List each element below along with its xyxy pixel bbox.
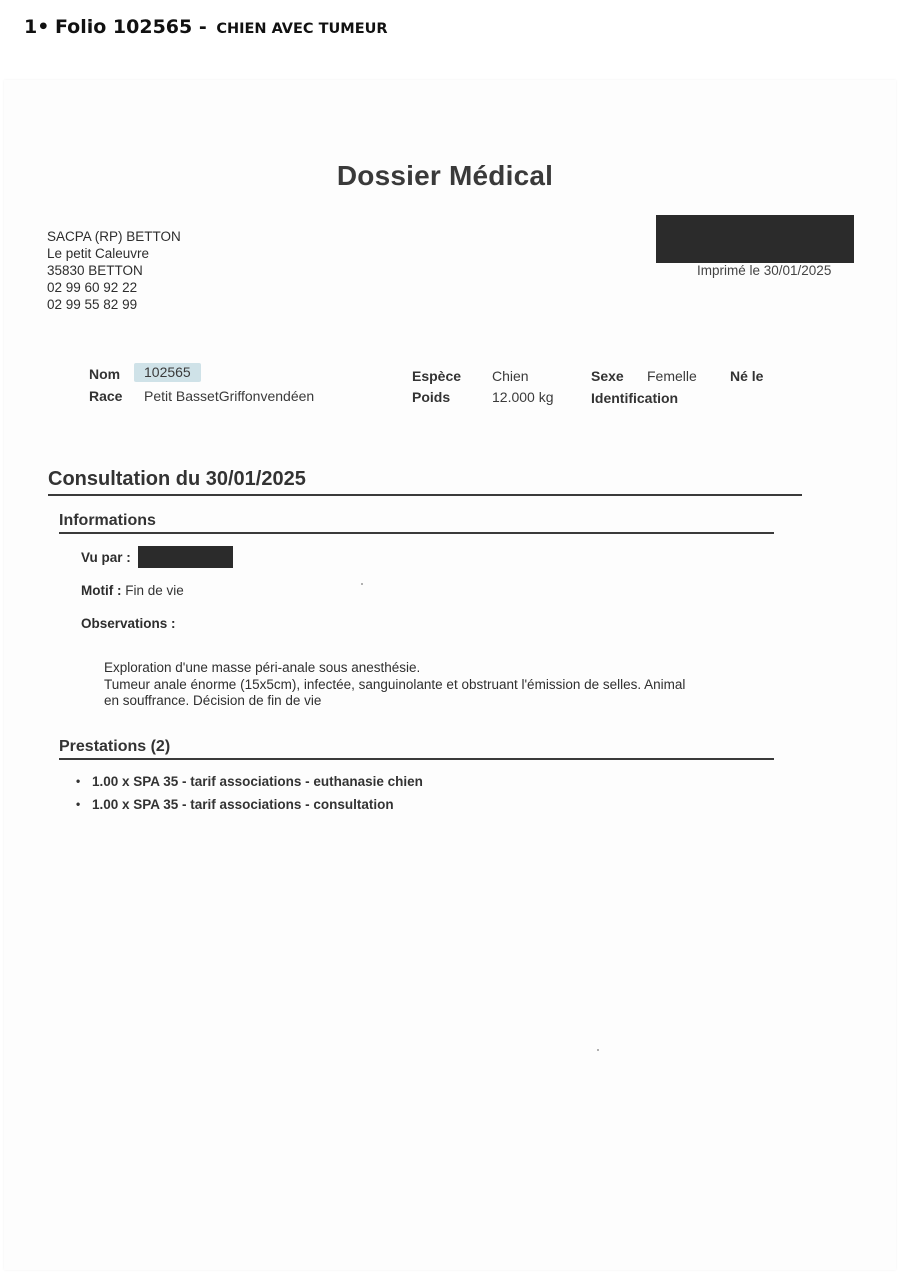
scan-speck: [597, 1049, 599, 1051]
clinic-city: 35830 BETTON: [47, 263, 143, 278]
prestation-item: [76, 797, 394, 812]
vu-par-label-text: Vu par :: [81, 550, 131, 565]
sexe-label: Sexe: [591, 368, 624, 384]
prestations-divider: [59, 758, 774, 760]
clinic-address-block: [47, 228, 181, 313]
identification-label: Identification: [591, 390, 679, 406]
clinic-phone-2: 02 99 55 82 99: [47, 297, 138, 312]
nom-value-highlight: 102565: [134, 363, 201, 382]
observations-line: en souffrance. Décision de fin de vie: [104, 693, 322, 708]
motif-label: Motif :: [81, 583, 122, 598]
prestation-item: [76, 774, 423, 789]
document-title: Dossier Médical: [336, 160, 554, 191]
espece-value: Chien: [492, 368, 529, 384]
scan-speck: [361, 583, 363, 585]
consultation-title: Consultation du 30/01/2025: [48, 468, 306, 490]
heading-folio: Folio 102565 -: [54, 16, 207, 38]
nom-value: [134, 364, 201, 380]
redacted-block-header: [656, 215, 854, 263]
page-heading: [24, 16, 388, 38]
observations-text: [104, 660, 685, 710]
prestation-text: 1.00 x SPA 35 - tarif associations - euthanasie chien: [92, 774, 423, 789]
poids-label: Poids: [412, 389, 451, 405]
consultation-divider: [48, 494, 802, 496]
observations-label: Observations :: [81, 616, 176, 631]
espece-label: Espèce: [412, 368, 462, 384]
informations-divider: [59, 532, 774, 534]
clinic-phone-1: 02 99 60 92 22: [47, 280, 138, 295]
clinic-street: Le petit Caleuvre: [47, 246, 150, 261]
motif-value: Fin de vie: [125, 583, 184, 598]
heading-number: 1•: [24, 16, 50, 38]
motif-field: [81, 583, 184, 598]
prestations-title: Prestations (2): [59, 738, 171, 755]
observations-field: [81, 616, 176, 631]
nom-label: Nom: [89, 366, 121, 382]
sexe-value: Femelle: [647, 368, 697, 384]
poids-value: 12.000 kg: [492, 389, 554, 405]
informations-title: Informations: [59, 512, 156, 529]
vu-par-label: [81, 550, 131, 565]
clinic-name: SACPA (RP) BETTON: [47, 229, 181, 244]
prestation-text: 1.00 x SPA 35 - tarif associations - consultation: [92, 797, 394, 812]
race-label: Race: [89, 388, 123, 404]
bullet-icon: •: [76, 797, 81, 811]
observations-line: Tumeur anale énorme (15x5cm), infectée, sanguinolante et obstruant l'émission de selles. Animal: [104, 676, 686, 692]
ne-le-label: Né le: [730, 368, 764, 384]
bullet-icon: •: [76, 774, 81, 788]
observations-line: Exploration d'une masse péri-anale sous anesthésie.: [104, 660, 421, 675]
redacted-vet-name: [138, 546, 233, 568]
race-value: Petit BassetGriffonvendéen: [144, 388, 315, 404]
printed-date: Imprimé le 30/01/2025: [697, 263, 832, 278]
heading-subtitle: CHIEN AVEC TUMEUR: [216, 21, 388, 37]
